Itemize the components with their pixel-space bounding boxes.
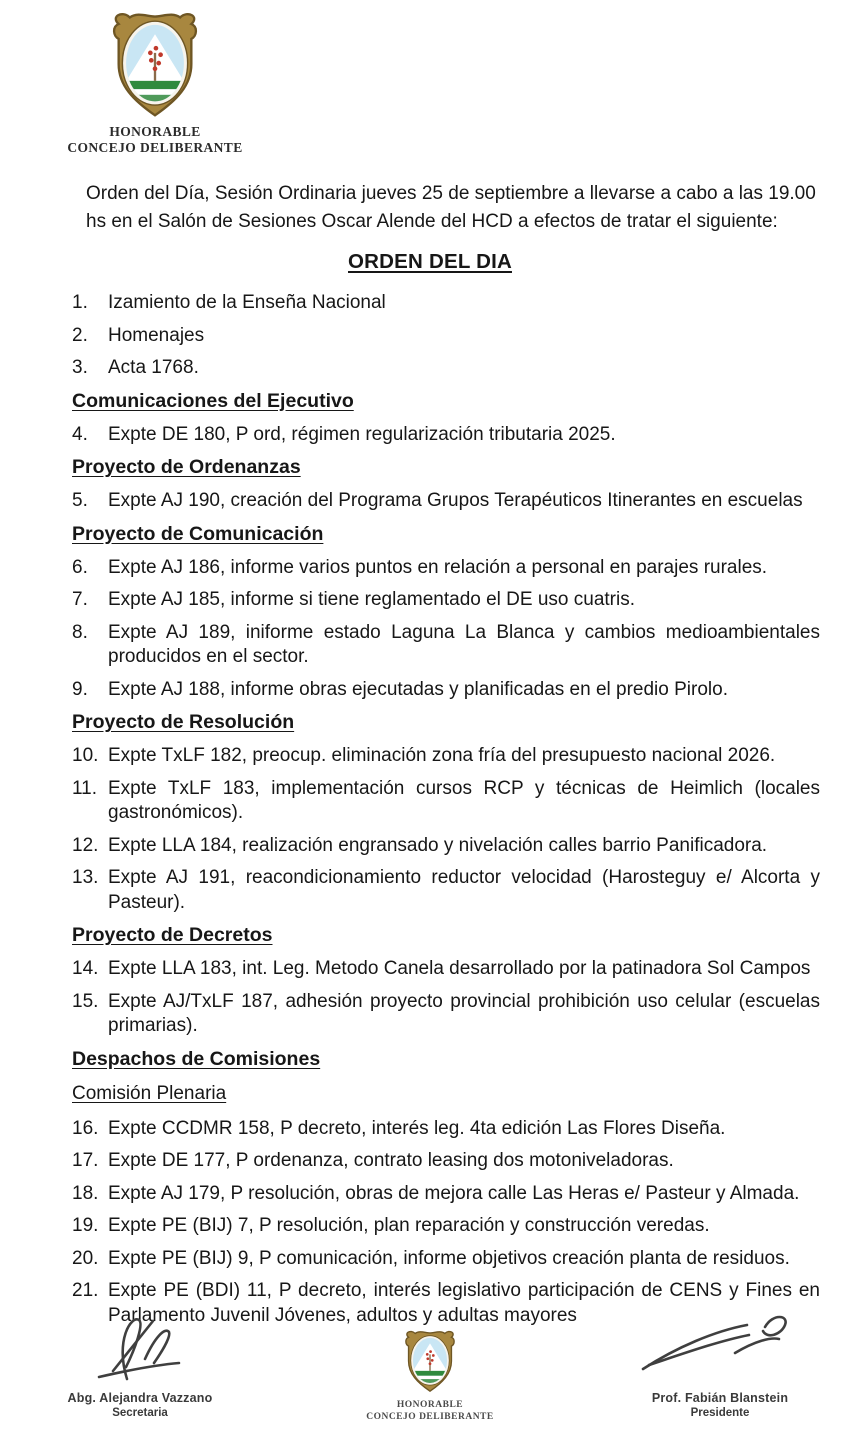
agenda-item	[72, 588, 820, 613]
section-header: Proyecto de Resolución	[72, 711, 295, 733]
agenda-item-number: 1.	[72, 292, 88, 313]
agenda-item	[72, 324, 820, 349]
agenda-item-text: Expte AJ/TxLF 187, adhesión proyecto provincial prohibición uso celular (escuelas primarias).	[108, 990, 820, 1036]
agenda-item-number: 21.	[72, 1280, 99, 1301]
agenda-item	[72, 1149, 820, 1174]
agenda-item-number: 19.	[72, 1215, 99, 1236]
section-header: Proyecto de Comunicación	[72, 522, 324, 545]
agenda-item	[72, 1117, 820, 1142]
agenda-item	[72, 356, 820, 381]
section-header: Proyecto de Decretos	[72, 924, 273, 946]
section-header: Comunicaciones del Ejecutivo	[72, 389, 354, 412]
header-brand	[55, 10, 255, 156]
footer	[0, 1289, 860, 1427]
section-header: Despachos de Comisiones	[72, 1047, 321, 1070]
agenda-item-number: 15.	[72, 990, 99, 1012]
agenda-item-text: Expte AJ 188, informe obras ejecutadas y planificadas en el predio Pirolo.	[108, 678, 728, 700]
agenda-item-number: 12.	[72, 834, 99, 856]
intro-paragraph: Orden del Día, Sesión Ordinaria jueves 25 de septiembre a llevarse a cabo a las 19.00 hs en el Salón de Sesiones Oscar Alende del HCD a efectos de tratar el siguiente:	[86, 183, 816, 232]
agenda-item-text: Homenajes	[108, 324, 205, 346]
agenda-item-text: Expte AJ 189, iniforme estado Laguna La Blanca y cambios medioambientales producidos en el sector.	[108, 621, 820, 667]
seal-caption-line2: CONCEJO DELIBERANTE	[366, 1412, 494, 1422]
agenda-item-number: 17.	[72, 1150, 99, 1171]
agenda-item-number: 18.	[72, 1182, 99, 1204]
secretary-role: Secretaria	[112, 1407, 168, 1419]
agenda-item-number: 8.	[72, 621, 88, 643]
seal-caption	[320, 1399, 540, 1423]
agenda-item-number: 6.	[72, 556, 88, 578]
agenda-item-text: Expte DE 177, P ordenanza, contrato leasing dos motoniveladoras.	[108, 1150, 674, 1171]
agenda-item-text: Expte DE 180, P ord, régimen regularización tributaria 2025.	[108, 423, 616, 445]
president-name: Prof. Fabián Blanstein	[651, 1391, 789, 1405]
agenda-item	[72, 1214, 820, 1239]
president-signature-block	[580, 1297, 860, 1427]
seal-caption-line1: HONORABLE	[396, 1400, 464, 1410]
agenda-item	[72, 744, 820, 769]
agenda-item-text: Expte PE (BIJ) 7, P resolución, plan reparación y construcción veredas.	[108, 1215, 710, 1236]
agenda-item-text: Expte TxLF 182, preocup. eliminación zona fría del presupuesto nacional 2026.	[108, 745, 776, 766]
agenda-item	[72, 489, 820, 514]
agenda-item-text: Expte AJ 179, P resolución, obras de mejora calle Las Heras e/ Pasteur y Almada.	[108, 1182, 800, 1204]
agenda-item	[72, 621, 820, 670]
agenda-item	[72, 678, 820, 703]
agenda-item	[72, 957, 820, 982]
agenda-item-text: Expte PE (BIJ) 9, P comunicación, informe objetivos creación planta de residuos.	[108, 1247, 790, 1269]
agenda-item	[72, 990, 820, 1039]
agenda-item-number: 3.	[72, 357, 88, 378]
agenda-item	[72, 834, 820, 859]
agenda-item-number: 14.	[72, 958, 99, 979]
agenda-item-number: 16.	[72, 1117, 99, 1139]
agenda-item-text: Expte CCDMR 158, P decreto, interés leg. 4ta edición Las Flores Diseña.	[108, 1117, 726, 1139]
agenda-item-text: Expte LLA 184, realización engransado y nivelación calles barrio Panificadora.	[108, 834, 768, 856]
agenda-item-number: 20.	[72, 1247, 99, 1269]
agenda-item	[72, 1182, 820, 1207]
agenda-item	[72, 556, 820, 581]
org-name-line2: CONCEJO DELIBERANTE	[67, 140, 243, 155]
agenda-item-text: Acta 1768.	[108, 357, 199, 378]
president-signature-icon	[615, 1307, 825, 1393]
secretary-name: Abg. Alejandra Vazzano	[67, 1391, 213, 1405]
agenda-item-number: 11.	[72, 777, 98, 799]
agenda-item-text: Expte AJ 186, informe varios puntos en relación a personal en parajes rurales.	[108, 556, 768, 578]
agenda-item	[72, 866, 820, 915]
agenda-item-number: 13.	[72, 867, 99, 888]
agenda-item-text: Expte AJ 191, reacondicionamiento reductor velocidad (Harosteguy e/ Alcorta y Pasteur).	[108, 867, 820, 913]
org-name	[55, 124, 255, 156]
agenda-item	[72, 777, 820, 826]
agenda-list	[72, 291, 820, 1328]
section-header: Proyecto de Ordenanzas	[72, 456, 301, 478]
page-title: ORDEN DEL DIA	[348, 250, 512, 273]
agenda-item-text: Expte PE (BDI) 11, P decreto, interés legislativo participación de CENS y Fines en Parlamento Juvenil Jóvenes, adultos y adultas mayores	[108, 1280, 820, 1326]
footer-seal	[320, 1329, 540, 1427]
agenda-item-number: 4.	[72, 423, 88, 445]
subsection-header: Comisión Plenaria	[72, 1082, 227, 1104]
agenda-item-text: Expte LLA 183, int. Leg. Metodo Canela desarrollado por la patinadora Sol Campos	[108, 958, 811, 979]
agenda-item	[72, 291, 820, 316]
agenda-item-number: 7.	[72, 589, 88, 610]
council-seal-icon	[397, 1329, 463, 1394]
agenda-item-number: 10.	[72, 745, 99, 766]
president-role: Presidente	[690, 1407, 750, 1419]
agenda-item-number: 5.	[72, 490, 88, 511]
agenda-item-text: Izamiento de la Enseña Nacional	[108, 292, 386, 313]
secretary-signature-block	[0, 1297, 280, 1427]
agenda-item-text: Expte AJ 185, informe si tiene reglamentado el DE uso cuatris.	[108, 589, 635, 610]
agenda-item	[72, 1247, 820, 1272]
council-crest-icon	[99, 10, 211, 120]
org-name-line1: HONORABLE	[109, 124, 201, 139]
secretary-signature-icon	[55, 1307, 225, 1393]
agenda-item-number: 2.	[72, 324, 88, 346]
agenda-item-text: Expte TxLF 183, implementación cursos RCP y técnicas de Heimlich (locales gastronómicos).	[108, 777, 820, 823]
agenda-item-number: 9.	[72, 678, 88, 700]
agenda-item	[72, 423, 820, 448]
agenda-item-text: Expte AJ 190, creación del Programa Grupos Terapéuticos Itinerantes en escuelas	[108, 490, 803, 511]
